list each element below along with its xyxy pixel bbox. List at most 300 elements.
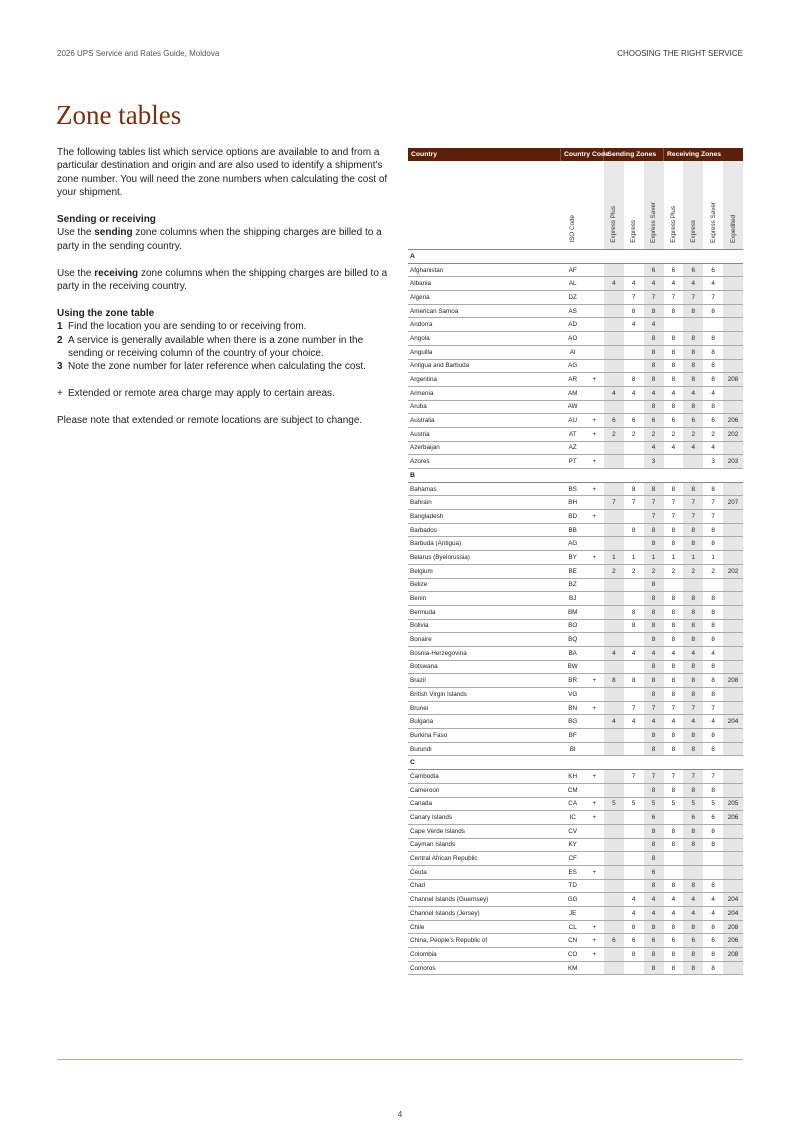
zone-cell: 8: [703, 359, 723, 373]
zone-cell: 7: [644, 496, 664, 510]
instructions-column: [57, 146, 390, 441]
send-express-plus-header: [604, 161, 624, 250]
zone-cell: 8: [664, 373, 684, 387]
zone-cell: 5: [683, 797, 703, 811]
iso-code-cell: BY: [561, 551, 585, 565]
zone-cell: 8: [624, 373, 644, 387]
zone-cell: 8: [644, 619, 664, 633]
zone-cell: 7: [624, 496, 644, 510]
iso-code-cell: BA: [561, 646, 585, 660]
zone-cell: [624, 441, 644, 455]
country-cell: Channel Islands (Jersey): [408, 907, 561, 921]
table-row: [408, 482, 743, 496]
zone-cell: 6: [664, 414, 684, 428]
remote-area-cell: [585, 729, 604, 743]
zone-cell: 8: [644, 948, 664, 962]
remote-area-cell: [585, 633, 604, 647]
iso-code-cell: GG: [561, 893, 585, 907]
step-number: 1: [57, 321, 63, 333]
country-cell: Chad: [408, 879, 561, 893]
zone-cell: 204: [723, 893, 743, 907]
zone-cell: [723, 551, 743, 565]
zone-cell: 1: [604, 551, 624, 565]
remote-area-cell: [585, 783, 604, 797]
country-cell: Belize: [408, 578, 561, 592]
zone-cell: 7: [683, 701, 703, 715]
closing-paragraph: Please note that extended or remote locations are subject to change.: [57, 415, 363, 427]
zone-cell: 4: [604, 715, 624, 729]
zone-cell: 4: [604, 386, 624, 400]
zone-cell: 4: [624, 715, 644, 729]
zone-cell: [723, 660, 743, 674]
remote-area-cell: +: [585, 551, 604, 565]
remote-area-cell: [585, 592, 604, 606]
zone-cell: [604, 400, 624, 414]
zone-cell: 8: [644, 920, 664, 934]
zone-cell: 8: [624, 523, 644, 537]
receiving-bold: receiving: [94, 267, 139, 279]
zone-cell: 206: [723, 934, 743, 948]
zone-cell: 202: [723, 564, 743, 578]
country-cell: Bahrain: [408, 496, 561, 510]
table-row: [408, 263, 743, 277]
zone-cell: 208: [723, 373, 743, 387]
zone-cell: 1: [664, 551, 684, 565]
zone-cell: 8: [703, 400, 723, 414]
remote-area-cell: +: [585, 934, 604, 948]
zone-cell: 8: [604, 674, 624, 688]
receiving-paragraph: [57, 267, 390, 294]
remote-area-cell: [585, 332, 604, 346]
iso-code-cell: KH: [561, 770, 585, 784]
zone-cell: 7: [624, 701, 644, 715]
zone-cell: 7: [664, 291, 684, 305]
zone-cell: 8: [683, 523, 703, 537]
country-cell: British Virgin Islands: [408, 688, 561, 702]
country-cell: Cameroon: [408, 783, 561, 797]
sending-pre: Use the: [57, 227, 95, 239]
zone-cell: 7: [703, 701, 723, 715]
remote-area-cell: +: [585, 948, 604, 962]
zone-cell: [723, 592, 743, 606]
iso-code-cell: AF: [561, 263, 585, 277]
zone-cell: [624, 961, 644, 975]
running-header-section: CHOOSING THE RIGHT SERVICE: [617, 49, 743, 58]
zone-cell: 4: [683, 715, 703, 729]
table-row: [408, 838, 743, 852]
zone-cell: [683, 578, 703, 592]
zone-cell: 8: [703, 742, 723, 756]
country-cell: Cape Verde Islands: [408, 824, 561, 838]
iso-code-cell: AO: [561, 332, 585, 346]
country-cell: Bangladesh: [408, 510, 561, 524]
zone-cell: [723, 578, 743, 592]
zone-cell: 8: [683, 879, 703, 893]
zone-cell: [624, 824, 644, 838]
zone-cell: 1: [624, 551, 644, 565]
zone-cell: [723, 879, 743, 893]
zone-cell: 6: [703, 934, 723, 948]
table-row: [408, 551, 743, 565]
remote-area-cell: +: [585, 510, 604, 524]
zone-cell: 8: [683, 920, 703, 934]
zone-cell: 8: [703, 605, 723, 619]
zone-cell: 8: [703, 482, 723, 496]
zone-cell: [604, 729, 624, 743]
zone-table: [408, 148, 743, 975]
letter-heading-row: [408, 250, 743, 264]
table-row: [408, 961, 743, 975]
zone-cell: [604, 948, 624, 962]
zone-cell: 7: [644, 291, 664, 305]
header-label: Expedited: [729, 214, 737, 243]
zone-cell: [604, 605, 624, 619]
zone-cell: 8: [664, 824, 684, 838]
zone-cell: 4: [703, 646, 723, 660]
iso-code-cell: BE: [561, 564, 585, 578]
iso-code-cell: BJ: [561, 592, 585, 606]
country-cell: Benin: [408, 592, 561, 606]
zone-cell: 208: [723, 920, 743, 934]
country-cell: Belgium: [408, 564, 561, 578]
remote-area-cell: [585, 564, 604, 578]
zone-cell: 208: [723, 948, 743, 962]
country-cell: Afghanistan: [408, 263, 561, 277]
zone-cell: 8: [644, 605, 664, 619]
zone-cell: [703, 852, 723, 866]
send-express-header: [624, 161, 644, 250]
zone-cell: 4: [624, 318, 644, 332]
zone-cell: [604, 811, 624, 825]
zone-cell: 8: [703, 537, 723, 551]
step-number: 3: [57, 361, 63, 373]
zone-cell: 4: [604, 277, 624, 291]
zone-cell: [723, 961, 743, 975]
zone-cell: [703, 865, 723, 879]
zone-cell: 8: [644, 332, 664, 346]
iso-code-cell: BG: [561, 715, 585, 729]
remote-area-cell: +: [585, 865, 604, 879]
zone-cell: [624, 865, 644, 879]
zone-cell: 8: [644, 359, 664, 373]
table-row: [408, 797, 743, 811]
zone-cell: 5: [644, 797, 664, 811]
zone-cell: 4: [624, 277, 644, 291]
country-cell: American Samoa: [408, 304, 561, 318]
remote-area-cell: [585, 523, 604, 537]
note-text: Extended or remote area charge may apply to certain areas.: [68, 388, 335, 400]
zone-cell: 7: [624, 291, 644, 305]
zone-cell: 8: [703, 824, 723, 838]
zone-cell: 7: [644, 770, 664, 784]
zone-cell: 8: [703, 304, 723, 318]
letter-heading-row: [408, 469, 743, 483]
remote-area-cell: +: [585, 920, 604, 934]
zone-cell: 8: [683, 674, 703, 688]
zone-cell: [604, 592, 624, 606]
zone-cell: [703, 318, 723, 332]
zone-cell: [683, 852, 703, 866]
table-row: [408, 893, 743, 907]
zone-cell: 8: [664, 633, 684, 647]
recv-express-header: [683, 161, 703, 250]
zone-cell: 8: [664, 332, 684, 346]
remote-area-cell: [585, 345, 604, 359]
country-cell: Belarus (Byelorussia): [408, 551, 561, 565]
zone-cell: 8: [703, 523, 723, 537]
zone-cell: 8: [624, 674, 644, 688]
zone-cell: 8: [644, 961, 664, 975]
iso-code-cell: KM: [561, 961, 585, 975]
zone-cell: 8: [644, 742, 664, 756]
zone-cell: 8: [703, 838, 723, 852]
zone-cell: [723, 865, 743, 879]
iso-code-cell: BZ: [561, 578, 585, 592]
table-row: [408, 318, 743, 332]
iso-code-header-label: ISO Code: [569, 215, 577, 243]
table-row: [408, 660, 743, 674]
zone-cell: 7: [703, 510, 723, 524]
zone-cell: 7: [644, 510, 664, 524]
zone-cell: 8: [703, 948, 723, 962]
remote-area-cell: [585, 660, 604, 674]
zone-cell: [723, 838, 743, 852]
intro-paragraph: The following tables list which service options are available to and from a particular destination and origin and are also used to identify a shipment's zone number. You will need the zone numbers when calculating the cost of your shipment.: [57, 147, 388, 199]
zone-cell: 8: [683, 332, 703, 346]
country-cell: Botswana: [408, 660, 561, 674]
table-row: [408, 688, 743, 702]
zone-cell: [624, 633, 644, 647]
table-row: [408, 277, 743, 291]
zone-cell: 8: [664, 783, 684, 797]
country-cell: Anguilla: [408, 345, 561, 359]
zone-cell: 8: [683, 359, 703, 373]
zone-cell: [723, 332, 743, 346]
remote-area-cell: +: [585, 414, 604, 428]
zone-cell: [604, 263, 624, 277]
zone-cell: 8: [703, 373, 723, 387]
zone-cell: 8: [683, 619, 703, 633]
zone-cell: [604, 523, 624, 537]
iso-code-cell: BI: [561, 742, 585, 756]
iso-code-cell: AR: [561, 373, 585, 387]
zone-cell: [683, 455, 703, 469]
zone-cell: [703, 578, 723, 592]
zone-cell: 4: [683, 386, 703, 400]
zone-cell: [624, 592, 644, 606]
zone-cell: 8: [703, 920, 723, 934]
zone-cell: 4: [683, 441, 703, 455]
zone-cell: [624, 783, 644, 797]
page-number: 4: [397, 1110, 403, 1119]
remote-area-note: [57, 387, 390, 400]
iso-code-cell: BR: [561, 674, 585, 688]
iso-code-cell: BW: [561, 660, 585, 674]
letter-heading: B: [408, 469, 743, 483]
zone-cell: [604, 701, 624, 715]
country-cell: Azerbaijan: [408, 441, 561, 455]
zone-cell: 7: [664, 770, 684, 784]
zone-cell: 8: [683, 688, 703, 702]
zone-cell: 4: [664, 646, 684, 660]
country-cell: Channel Islands (Guernsey): [408, 893, 561, 907]
letter-heading: A: [408, 250, 743, 264]
zone-cell: 6: [703, 414, 723, 428]
zone-cell: 4: [703, 386, 723, 400]
sending-bold: sending: [94, 227, 133, 239]
zone-cell: 4: [664, 386, 684, 400]
zone-cell: 207: [723, 496, 743, 510]
zone-cell: [664, 578, 684, 592]
zone-cell: 8: [664, 304, 684, 318]
remote-area-cell: [585, 605, 604, 619]
zone-cell: 5: [703, 797, 723, 811]
country-cell: Canada: [408, 797, 561, 811]
zone-cell: [604, 619, 624, 633]
zone-cell: 8: [683, 482, 703, 496]
table-row: [408, 523, 743, 537]
zone-cell: 8: [664, 605, 684, 619]
zone-cell: [624, 660, 644, 674]
zone-cell: 8: [644, 537, 664, 551]
zone-cell: 4: [683, 907, 703, 921]
zone-cell: 6: [683, 811, 703, 825]
zone-cell: 7: [683, 510, 703, 524]
zone-cell: [723, 510, 743, 524]
zone-cell: [723, 633, 743, 647]
iso-code-cell: PT: [561, 455, 585, 469]
zone-cell: [604, 318, 624, 332]
remote-area-cell: +: [585, 482, 604, 496]
table-row: [408, 811, 743, 825]
zone-cell: 8: [703, 674, 723, 688]
zone-cell: 4: [604, 646, 624, 660]
zone-cell: [624, 400, 644, 414]
zone-cell: [664, 455, 684, 469]
zone-cell: 203: [723, 455, 743, 469]
plus-marker: +: [57, 388, 63, 400]
zone-cell: 7: [703, 496, 723, 510]
zone-cell: 4: [644, 715, 664, 729]
remote-area-cell: [585, 619, 604, 633]
zone-cell: 8: [624, 482, 644, 496]
step-item: [57, 360, 390, 373]
country-group-header: Country: [408, 148, 561, 161]
zone-cell: [723, 359, 743, 373]
remote-area-cell: +: [585, 373, 604, 387]
zone-cell: 4: [664, 715, 684, 729]
zone-cell: [723, 701, 743, 715]
zone-cell: 2: [644, 427, 664, 441]
zone-cell: 7: [703, 770, 723, 784]
table-row: [408, 633, 743, 647]
zone-cell: 8: [624, 920, 644, 934]
remote-area-cell: [585, 441, 604, 455]
zone-cell: 8: [683, 605, 703, 619]
zone-cell: 8: [683, 400, 703, 414]
country-cell: Brazil: [408, 674, 561, 688]
remote-area-cell: [585, 304, 604, 318]
table-row: [408, 907, 743, 921]
zone-cell: 8: [664, 729, 684, 743]
zone-cell: [723, 852, 743, 866]
iso-code-cell: AZ: [561, 441, 585, 455]
zone-cell: [624, 345, 644, 359]
zone-cell: 4: [703, 893, 723, 907]
zone-cell: 8: [683, 742, 703, 756]
zone-cell: 4: [644, 318, 664, 332]
table-row: [408, 291, 743, 305]
zone-cell: [604, 510, 624, 524]
zone-cell: [624, 729, 644, 743]
zone-cell: [624, 578, 644, 592]
zone-cell: [723, 646, 743, 660]
zone-cell: 8: [624, 605, 644, 619]
iso-code-cell: CA: [561, 797, 585, 811]
zone-cell: 4: [703, 441, 723, 455]
zone-cell: 1: [683, 551, 703, 565]
zone-cell: [624, 688, 644, 702]
zone-cell: 8: [664, 359, 684, 373]
header-label: Express Plus: [669, 206, 677, 243]
iso-code-cell: BS: [561, 482, 585, 496]
remote-area-cell: [585, 291, 604, 305]
zone-cell: 6: [644, 865, 664, 879]
zone-cell: 8: [664, 961, 684, 975]
zone-cell: 2: [624, 427, 644, 441]
zone-cell: [723, 441, 743, 455]
zone-cell: [604, 441, 624, 455]
iso-code-cell: AG: [561, 359, 585, 373]
zone-cell: 8: [683, 838, 703, 852]
zone-cell: 6: [683, 414, 703, 428]
zone-cell: 4: [683, 646, 703, 660]
country-cell: Cayman Islands: [408, 838, 561, 852]
country-cell: Bulgaria: [408, 715, 561, 729]
zone-cell: 8: [683, 948, 703, 962]
table-row: [408, 496, 743, 510]
sending-heading: Sending or receiving: [57, 214, 156, 226]
table-row: [408, 619, 743, 633]
zone-cell: [604, 783, 624, 797]
zone-cell: 8: [644, 523, 664, 537]
iso-code-cell: AI: [561, 345, 585, 359]
zone-cell: [624, 537, 644, 551]
country-cell: Angola: [408, 332, 561, 346]
zone-cell: 8: [664, 345, 684, 359]
zone-cell: 2: [604, 427, 624, 441]
zone-cell: 4: [644, 907, 664, 921]
zone-cell: 8: [624, 948, 644, 962]
zone-cell: 8: [664, 948, 684, 962]
table-row: [408, 674, 743, 688]
zone-cell: [683, 865, 703, 879]
iso-code-cell: BH: [561, 496, 585, 510]
table-row: [408, 646, 743, 660]
zone-cell: 8: [664, 674, 684, 688]
country-cell: Ceuta: [408, 865, 561, 879]
iso-code-cell: BF: [561, 729, 585, 743]
zone-cell: 6: [644, 934, 664, 948]
table-row: [408, 948, 743, 962]
zone-cell: 8: [683, 633, 703, 647]
zone-cell: [723, 345, 743, 359]
sending-zones-group-header: Sending Zones: [604, 148, 664, 161]
table-row: [408, 359, 743, 373]
zone-cell: 4: [624, 893, 644, 907]
zone-cell: 4: [644, 277, 664, 291]
zone-cell: 6: [644, 811, 664, 825]
